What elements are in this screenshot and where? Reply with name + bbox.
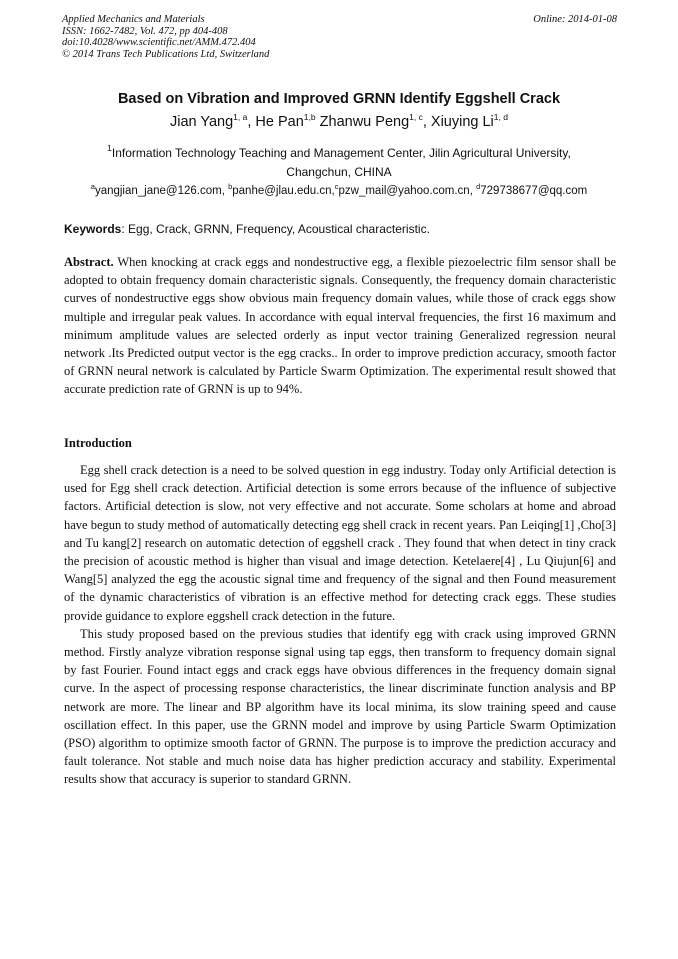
email-address: panhe@jlau.edu.cn, [232, 185, 335, 197]
author-separator: , [422, 114, 431, 130]
author-superscript: 1, c [409, 112, 423, 122]
email-address: yangjian_jane@126.com, [94, 185, 229, 197]
author-separator: , [247, 114, 256, 130]
email-list [0, 182, 678, 197]
author-list [0, 112, 678, 130]
body-paragraph: This study proposed based on the previous studies that identify egg with crack using improved GRNN method. Firstly analyze vibration response signal using tap eggs, then transform to frequency domain signal by fast Fourier. Found intact eggs and crack eggs have obvious differences in the frequency domain signal curve. In the aspect of processing response characteristics, the linear discriminate function analysis and BP network are more. The linear and BP algorithm have its local minima, its slow training speed and cause oscillation effect. In this paper, use the GRNN model and improve by using Particle Swarm Optimization (PSO) algorithm to optimize smooth factor of GRNN. The purpose is to improve the prediction accuracy and fault tolerance. Not stable and much noise data has higher prediction accuracy and stability. Experimental results show that accuracy is superior to standard GRNN. [64, 626, 616, 787]
doi-line: doi:10.4028/www.scientific.net/AMM.472.404 [62, 37, 256, 49]
body-paragraph: Egg shell crack detection is a need to be solved question in egg industry. Today only Artificial detection is used for Egg shell crack detection. Artificial detection is some errors because of the influence of subjective factors. Artificial detection is slow, not very effective and not accurate. Some scholars at home and abroad have begun to study method of automatically detecting egg shell crack in recent years. Pan Leiqing[1] ,Cho[3] and Tu kang[2] research on automatic detection of eggshell crack . They found that when detect in tiny crack the precision of acoustic method is higher than visual and image detection. Ketelaere[4] , Lu Qiujun[6] and Wang[5] analyzed the egg the acoustic signal time and frequency of the signal and then Found measurement of the dynamic characteristics of vibration is an effective method for detecting crack eggs. These studies provide guidance to explore eggshell crack detection in the future. [64, 463, 616, 623]
section-heading-introduction: Introduction [64, 436, 132, 450]
author-superscript: 1, a [233, 112, 248, 122]
online-date: Online: 2014-01-08 [533, 14, 617, 25]
keywords-label: Keywords [64, 222, 122, 236]
issn-line: ISSN: 1662-7482, Vol. 472, pp 404-408 [62, 25, 228, 37]
email-superscript: a [90, 182, 95, 191]
copyright-line: © 2014 Trans Tech Publications Ltd, Switzerland [62, 48, 270, 60]
email-address: 729738677@qq.com [480, 185, 588, 197]
journal-header [62, 14, 617, 60]
abstract-paragraph [64, 253, 616, 399]
email-superscript: c [334, 182, 339, 191]
author-name: Jian Yang [170, 114, 234, 130]
paper-title: Based on Vibration and Improved GRNN Identify Eggshell Crack [117, 91, 561, 107]
affiliation-line: Changchun, CHINA [286, 165, 392, 179]
journal-name: Applied Mechanics and Materials [62, 14, 205, 25]
email-superscript: d [476, 182, 481, 191]
author-name: Xiuying Li [430, 114, 494, 130]
email-address: pzw_mail@yahoo.com.cn, [338, 185, 477, 197]
email-superscript: b [228, 182, 233, 191]
abstract-label: Abstract. [64, 255, 114, 269]
author-name: Zhanwu Peng [319, 114, 410, 130]
abstract-text: When knocking at crack eggs and nondestructive egg, a flexible piezoelectric film sensor shall be adopted to obtain frequency domain characteristic signals. Consequently, the frequency domain characteristic curves of nondestructive eggs show obvious main frequency domain values, while those of crack eggs show multiple and irregular peak values. In accordance with equal interval frequencies, the first 16 maximum and minimum amplitude values are selected orderly as input vector training Generalized regression neural network .Its Predicted output vector is the egg cracks.. In order to improve prediction accuracy, smooth factor of GRNN neural network is calculated by Particle Swarm Optimization. The experimental result showed that accurate prediction rate of GRNN is up to 94%. [64, 255, 616, 397]
keywords-line [64, 222, 616, 236]
author-superscript: 1,b [303, 112, 316, 122]
author-name: He Pan [255, 114, 304, 130]
keywords-text: : Egg, Crack, GRNN, Frequency, Acoustical characteristic. [121, 222, 430, 236]
affiliation [0, 139, 678, 182]
affiliation-superscript: 1 [107, 143, 112, 153]
affiliation-line: Information Technology Teaching and Management Center, Jilin Agricultural University, [111, 146, 571, 160]
introduction-body [64, 461, 616, 789]
author-superscript: 1, d [493, 112, 508, 122]
